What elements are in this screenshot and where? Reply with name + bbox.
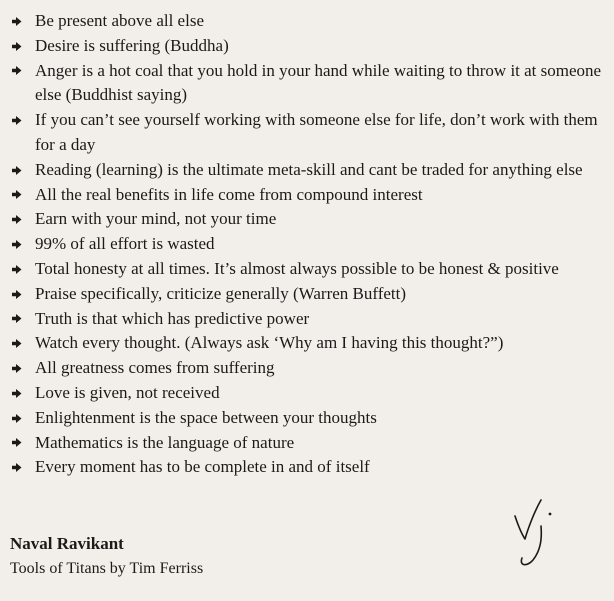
arrow-bullet-icon xyxy=(8,59,24,84)
arrow-bullet-icon xyxy=(8,232,24,257)
list-item xyxy=(8,331,610,356)
list-item xyxy=(8,232,610,257)
arrow-bullet-icon xyxy=(8,158,24,183)
list-item xyxy=(8,455,610,480)
quote-text: Praise specifically, criticize generally (Warren Buffett) xyxy=(35,283,407,303)
arrow-bullet-icon xyxy=(8,257,24,282)
quote-text: Love is given, not received xyxy=(35,382,220,402)
quote-text: Anger is a hot coal that you hold in your hand while waiting to throw it at someone else (Buddhist saying) xyxy=(35,60,602,105)
list-item xyxy=(8,207,610,232)
quote-list xyxy=(8,9,610,480)
arrow-bullet-icon xyxy=(8,455,24,480)
list-item xyxy=(8,9,610,34)
list-item xyxy=(8,431,610,456)
quote-text: All the real benefits in life come from compound interest xyxy=(35,184,423,204)
quote-text: Earn with your mind, not your time xyxy=(35,209,277,229)
quote-text: Reading (learning) is the ultimate meta-skill and cant be traded for anything else xyxy=(35,159,583,179)
list-item xyxy=(8,381,610,406)
signature-icon xyxy=(505,492,565,572)
list-item xyxy=(8,307,610,332)
quote-text: Watch every thought. (Always ask ‘Why am I having this thought?”) xyxy=(35,333,504,353)
quote-text: Mathematics is the language of nature xyxy=(35,432,295,452)
list-item xyxy=(8,158,610,183)
quote-text: All greatness comes from suffering xyxy=(35,358,275,378)
list-item xyxy=(8,34,610,59)
arrow-bullet-icon xyxy=(8,34,24,59)
book-source: Tools of Titans by Tim Ferriss xyxy=(10,560,204,577)
quote-text: Total honesty at all times. It’s almost always possible to be honest & positive xyxy=(35,258,559,278)
arrow-bullet-icon xyxy=(8,356,24,381)
author-name: Naval Ravikant xyxy=(10,534,124,553)
list-item xyxy=(8,282,610,307)
arrow-bullet-icon xyxy=(8,307,24,332)
arrow-bullet-icon xyxy=(8,381,24,406)
arrow-bullet-icon xyxy=(8,431,24,456)
arrow-bullet-icon xyxy=(8,108,24,133)
list-item xyxy=(8,108,610,158)
arrow-bullet-icon xyxy=(8,9,24,34)
quote-text: 99% of all effort is wasted xyxy=(35,234,215,254)
quote-text: If you can’t see yourself working with someone else for life, don’t work with them for a day xyxy=(35,110,598,154)
list-item xyxy=(8,59,610,109)
quote-text: Enlightenment is the space between your thoughts xyxy=(35,407,377,427)
list-item xyxy=(8,257,610,282)
list-item xyxy=(8,356,610,381)
quote-text: Truth is that which has predictive power xyxy=(35,308,310,328)
arrow-bullet-icon xyxy=(8,331,24,356)
list-item xyxy=(8,183,610,208)
quote-text: Be present above all else xyxy=(35,11,204,30)
arrow-bullet-icon xyxy=(8,282,24,307)
list-item xyxy=(8,406,610,431)
quote-text: Every moment has to be complete in and of itself xyxy=(35,457,370,477)
arrow-bullet-icon xyxy=(8,406,24,431)
arrow-bullet-icon xyxy=(8,183,24,208)
quote-text: Desire is suffering (Buddha) xyxy=(35,35,229,55)
arrow-bullet-icon xyxy=(8,207,24,232)
